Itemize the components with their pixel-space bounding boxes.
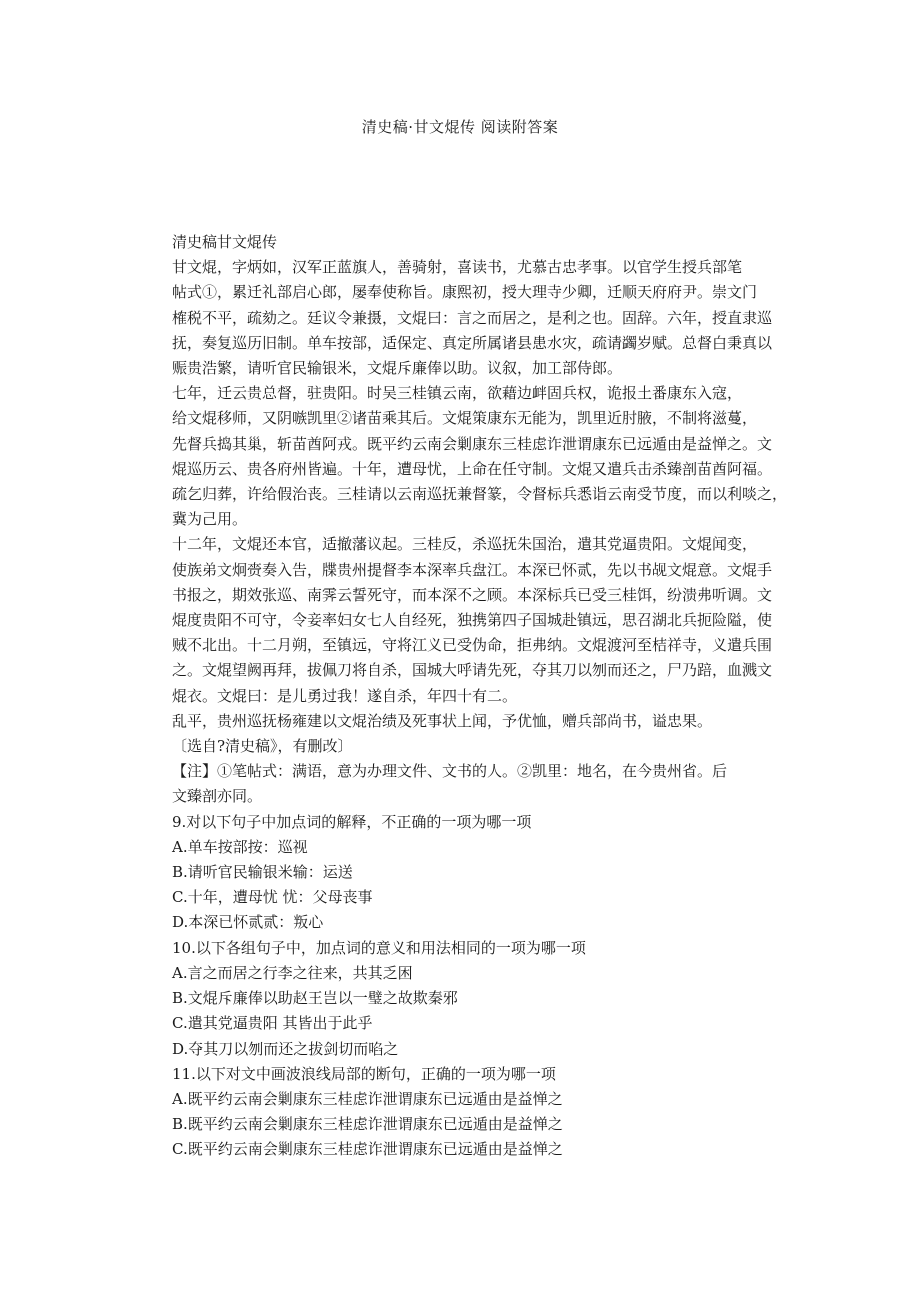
option-b: B.既平约云南会剿康东三桂虑诈泄谓康东已远遁由是益惮之 <box>172 1115 563 1134</box>
question-10 <box>172 936 785 1062</box>
question-9 <box>172 810 785 936</box>
option-b: B.请听官民输银米输：运送 <box>172 863 353 882</box>
article-heading: 清史稿甘文焜传 <box>172 233 278 251</box>
question-stem: 10.以下各组句子中，加点词的意义和用法相同的一项为哪一项 <box>172 938 586 957</box>
option-c: C.遣其党逼贵阳 其皆出于此乎 <box>172 1014 373 1033</box>
option-d: D.本深已怀贰贰：叛心 <box>172 913 324 932</box>
option-b: B.文焜斥廉俸以助赵王岂以一璧之故欺秦邪 <box>172 989 458 1008</box>
option-d: D.夺其刀以刎而还之拔剑切而啗之 <box>172 1039 399 1058</box>
question-stem: 11.以下对文中画波浪线局部的断句，正确的一项为哪一项 <box>172 1064 556 1083</box>
document-title: 清史稿·甘文焜传 阅读附答案 <box>361 118 559 136</box>
paragraph-2: 七年，迁云贵总督，驻贵阳。时吴三桂镇云南，欲藉边衅固兵权，诡报土番康东入寇， 给文焜移师，又阴嗾凯里②诸苗乘其后。文焜策康东无能为，凯里近肘腋，不制将滋蔓， 先督兵捣其巢，斩苗酋阿戎。既平约云南会剿康东三桂虑诈泄谓康东已远遁由是益惮之。文 焜巡历云、贵各府州皆遍。十年，遭母忧，上命在任守制。文焜又遣兵击杀臻剖苗酋阿福。 疏乞归葬，许给假治丧。三桂请以云南巡抚兼督篆，令督标兵悉诣云南受节度，而以利啖之， 冀为己用。 <box>172 384 788 529</box>
option-a: A.既平约云南会剿康东三桂虑诈泄谓康东已远遁由是益惮之 <box>172 1089 563 1108</box>
footnote: 【注】①笔帖式：满语，意为办理文件、文书的人。②凯里：地名，在今贵州省。后 文臻剖亦同。 <box>172 762 728 806</box>
paragraph-3: 十二年，文焜还本官，适撤藩议起。三桂反，杀巡抚朱国治，遣其党逼贵阳。文焜闻变， 使族弟文炯赍奏入告，牒贵州提督李本深率兵盘江。本深已怀贰，先以书觇文焜意。文焜手 书报之，期效张巡、南霁云誓死守，而本深不之顾。本深标兵已受三桂饵，纷溃弗听调。文 焜度贵阳不可守，令妾率妇女七人自经死，独携第四子国城赴镇远，思召湖北兵扼险隘，使 贼不北出。十二月朔，至镇远，守将江义已受伪命，拒弗纳。文焜渡河至桔祥寺，义遣兵围 之。文焜望阙再拜，拔佩刀将自杀，国城大呼请先死，夺其刀以刎而还之，尸乃踣，血溅文 焜衣。文焜曰：是儿勇过我！遂自杀，年四十有二。 <box>172 535 773 705</box>
paragraph-1: 甘文焜，字炳如，汉军正蓝旗人，善骑射，喜读书，尤慕古忠孝事。以官学生授兵部笔 帖式①，累迁礼部启心郎，屡奉使称旨。康熙初，授大理寺少卿，迁顺天府府尹。崇文门 榷税不平，疏劾之。廷议令兼摄，文焜曰：言之而居之，是利之也。固辞。六年，授直隶巡 抚，奏复巡历旧制。单车按部，适保定、真定所属诸县患水灾，疏请蠲岁赋。总督白秉真以 赈贵浩繁，请听官民输银米，文焜斥廉俸以助。议叙，加工部侍郎。 <box>172 258 773 378</box>
option-a: A.言之而居之行李之往来，共其乏困 <box>172 963 413 982</box>
question-stem: 9.对以下句子中加点词的解释，不正确的一项为哪一项 <box>172 812 532 831</box>
option-c: C.十年，遭母忧 忧：父母丧事 <box>172 888 373 907</box>
source-citation: 〔选自?清史稿》，有删改〕 <box>172 737 353 756</box>
paragraph-4: 乱平，贵州巡抚杨雍建以文焜治绩及死事状上闻，予优恤，赠兵部尚书，谥忠果。 <box>172 711 713 730</box>
article-body <box>172 230 788 1163</box>
question-11 <box>172 1062 785 1163</box>
option-a: A.单车按部按：巡视 <box>172 837 308 856</box>
option-c: C.既平约云南会剿康东三桂虑诈泄谓康东已远遁由是益惮之 <box>172 1140 563 1159</box>
